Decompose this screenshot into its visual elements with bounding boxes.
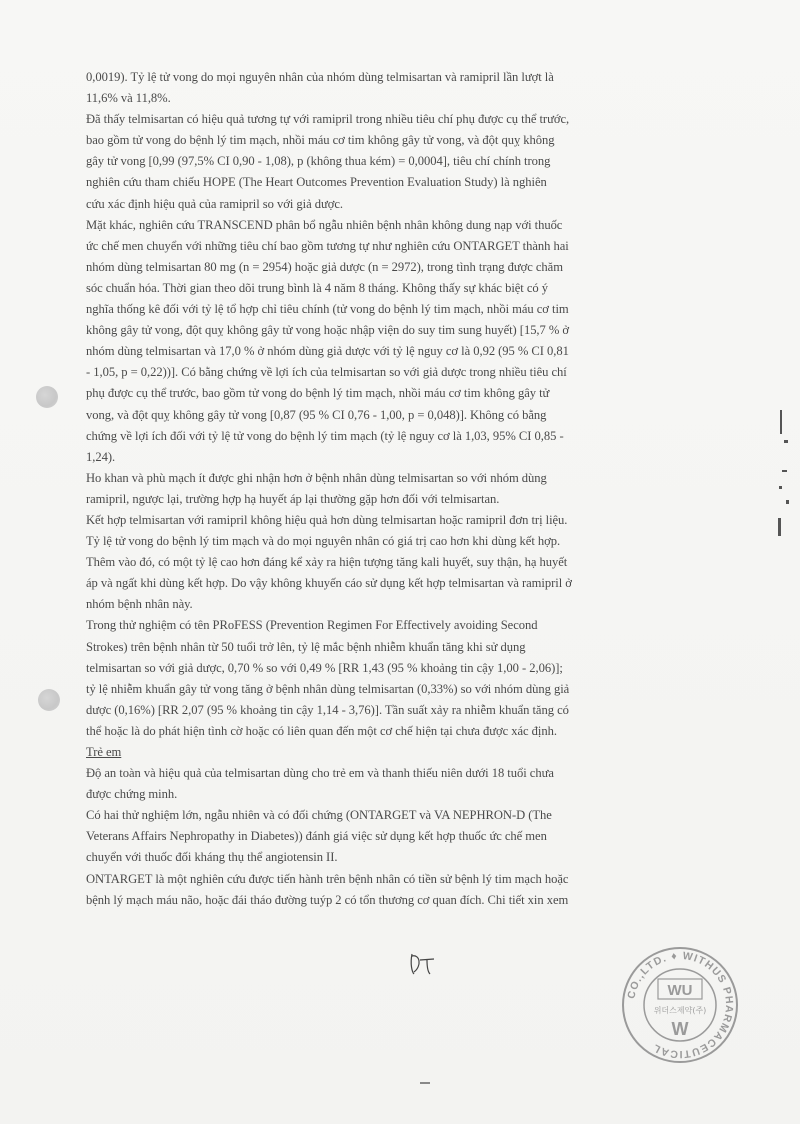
text-line: 1,24). xyxy=(86,449,116,464)
text-line: - 1,05, p = 0,22))]. Có bằng chứng về lợi ích của telmisartan so với giả dược trong nhiều tiêu chí xyxy=(86,365,567,380)
text-line: tỷ lệ nhiễm khuẩn gây tử vong tăng ở bệnh nhân dùng telmisartan (0,33%) so với nhóm dùng giả xyxy=(86,681,570,696)
text-line: nhóm dùng telmisartan và 17,0 % ở nhóm dùng giả dược với tỷ lệ nguy cơ là 0,92 (95 % CI 0,81 xyxy=(86,344,569,359)
text-line: bao gồm tử vong do bệnh lý tim mạch, nhồi máu cơ tim không gây tử vong, và đột quỵ không xyxy=(86,133,555,148)
handwritten-initials xyxy=(408,950,440,978)
text-line: chứng về lợi ích đối với tỷ lệ tử vong do bệnh lý tim mạch (tỷ lệ nguy cơ là 1,03, 95% CI 0,85 - xyxy=(86,428,564,443)
document-body xyxy=(86,67,718,911)
text-line: thể hoặc là do phát hiện tình cờ hoặc có liên quan đến một cơ chế hiện tại chưa được xác định. xyxy=(86,723,557,738)
svg-text:WU: WU xyxy=(667,982,693,999)
text-line: Độ an toàn và hiệu quả của telmisartan dùng cho trẻ em và thanh thiếu niên dưới 18 tuổi chưa xyxy=(86,766,554,781)
text-line: Veterans Affairs Nephropathy in Diabetes)) đánh giá việc sử dụng kết hợp thuốc ức chế men xyxy=(86,829,547,844)
edge-marks xyxy=(776,400,796,550)
svg-text:CO.,LTD. ♦ WITHUS PHARMACEUTIC: CO.,LTD. ♦ WITHUS PHARMACEUTICAL xyxy=(625,949,736,1061)
text-line: nhóm bệnh nhân này. xyxy=(86,597,193,612)
text-line: ức chế men chuyển với những tiêu chí bao gồm tương tự như nghiên cứu ONTARGET thành hai xyxy=(86,238,569,253)
svg-text:W: W xyxy=(671,1019,689,1039)
text-line: phụ được cụ thể trước, bao gồm tử vong do bệnh lý tim mạch, nhồi máu cơ tim không gây tử xyxy=(86,386,550,401)
text-line: Thêm vào đó, có một tỷ lệ cao hơn đáng kể xảy ra hiện tượng tăng kali huyết, suy thận, hạ huyết xyxy=(86,555,568,570)
text-line: áp và ngất khi dùng kết hợp. Do vậy không khuyến cáo sử dụng kết hợp telmisartan và ramipril ở xyxy=(86,576,572,591)
text-line: được chứng minh. xyxy=(86,787,178,802)
text-line: Kết hợp telmisartan với ramipril không hiệu quả hơn dùng telmisartan hoặc ramipril đơn trị liệu. xyxy=(86,512,568,527)
text-line: dược (0,16%) [RR 2,07 (95 % khoảng tin cậy 1,14 - 3,76)]. Tần suất xảy ra nhiễm khuẩn tăng có xyxy=(86,702,569,717)
punch-hole-bottom xyxy=(38,689,60,711)
text-line: vong, và đột quỵ không gây tử vong [0,87 (95 % CI 0,76 - 1,00, p = 0,048)]. Không có bằng xyxy=(86,407,547,422)
text-line: nghiên cứu tham chiếu HOPE (The Heart Outcomes Prevention Evaluation Study) là nghiên xyxy=(86,175,547,190)
page-mark xyxy=(420,1082,430,1084)
text-line: bệnh lý mạch máu não, hoặc đái tháo đường tuýp 2 có tổn thương cơ quan đích. Chi tiết xin xem xyxy=(86,892,569,907)
text-line: Mặt khác, nghiên cứu TRANSCEND phân bổ ngẫu nhiên bệnh nhân không dung nạp với thuốc xyxy=(86,217,563,232)
company-seal xyxy=(620,945,740,1065)
text-line: Trong thử nghiệm có tên PRoFESS (Prevention Regimen For Effectively avoiding Second xyxy=(86,618,538,633)
text-line: telmisartan so với giả dược, 0,70 % so với 0,49 % [RR 1,43 (95 % khoảng tin cậy 1,00 - 2,06)]; xyxy=(86,660,563,675)
text-line: sóc chuẩn hóa. Thời gian theo dõi trung bình là 4 năm 8 tháng. Không thấy sự khác biệt có ý xyxy=(86,280,548,295)
text-line: gây tử vong [0,99 (97,5% CI 0,90 - 1,08), p (không thua kém) = 0,0004], tiêu chí chính trong xyxy=(86,154,551,169)
text-line: ONTARGET là một nghiên cứu được tiến hành trên bệnh nhân có tiền sử bệnh lý tim mạch hoặc xyxy=(86,871,569,886)
text-line: nghĩa thống kê đối với tỷ lệ tổ hợp chỉ tiêu chính (tử vong do bệnh lý tim mạch, nhồi máu cơ tim xyxy=(86,302,569,317)
text-line: chuyển với thuốc đối kháng thụ thể angiotensin II. xyxy=(86,850,338,865)
text-line: Ho khan và phù mạch ít được ghi nhận hơn ở bệnh nhân dùng telmisartan so với nhóm dùng xyxy=(86,470,547,485)
svg-text:위더스제약(주): 위더스제약(주) xyxy=(653,1006,707,1015)
text-line: Đã thấy telmisartan có hiệu quả tương tự với ramipril trong nhiều tiêu chí phụ được cụ thể trước, xyxy=(86,112,570,127)
text-line: Tỷ lệ tử vong do bệnh lý tim mạch và do mọi nguyên nhân có giá trị cao hơn khi dùng kết hợp. xyxy=(86,534,561,549)
text-line: nhóm dùng telmisartan 80 mg (n = 2954) hoặc giả dược (n = 2972), trong tình trạng được chăm xyxy=(86,259,563,274)
punch-hole-top xyxy=(36,386,58,408)
section-heading-tre-em: Trẻ em xyxy=(86,745,122,759)
text-line: 0,0019). Tỷ lệ tử vong do mọi nguyên nhân của nhóm dùng telmisartan và ramipril lần lượt là xyxy=(86,70,554,84)
text-line: Strokes) trên bệnh nhân từ 50 tuổi trở lên, tỷ lệ mắc bệnh nhiễm khuẩn tăng khi sử dụng xyxy=(86,639,526,654)
text-line: 11,6% và 11,8%. xyxy=(86,91,171,106)
text-line: ramipril, ngược lại, trường hợp hạ huyết áp lại thường gặp hơn đối với telmisartan. xyxy=(86,491,500,506)
text-line: cứu xác định hiệu quả của ramipril so với giả dược. xyxy=(86,196,343,211)
text-line: không gây tử vong, đột quỵ không gây tử vong hoặc nhập viện do suy tim sung huyết) [15,7 % ở xyxy=(86,323,570,338)
text-line: Có hai thử nghiệm lớn, ngẫu nhiên và có đối chứng (ONTARGET và VA NEPHRON-D (The xyxy=(86,808,552,823)
